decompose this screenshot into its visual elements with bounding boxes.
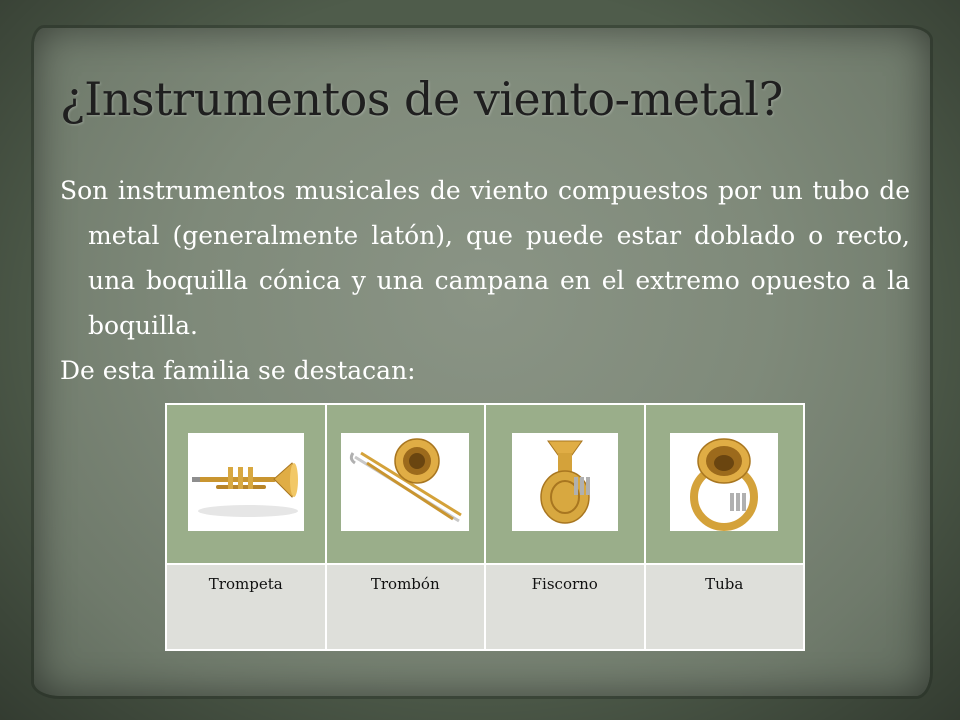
instrument-label-fiscorno: Fiscorno — [485, 564, 645, 650]
trumpet-icon — [188, 433, 304, 531]
slide-title: ¿Instrumentos de viento-metal? — [60, 72, 783, 126]
instrument-image-cell — [645, 404, 805, 564]
instrument-image-cell — [326, 404, 486, 564]
trombone-icon — [341, 433, 469, 531]
family-subheading: De esta familia se destacan: — [60, 356, 416, 385]
instrument-image-cell — [485, 404, 645, 564]
instrument-label-trombon: Trombón — [326, 564, 486, 650]
instruments-table — [165, 403, 805, 651]
slide-body — [60, 168, 910, 393]
instrument-image-cell — [166, 404, 326, 564]
instrument-images-row — [166, 404, 804, 564]
flugelhorn-icon — [512, 433, 618, 531]
tuba-icon — [670, 433, 778, 531]
instrument-label-trompeta: Trompeta — [166, 564, 326, 650]
description-paragraph: Son instrumentos musicales de viento compuestos por un tubo de metal (generalmente latón), que puede estar doblado o recto, una boquilla cónica y una campana en el extremo opuesto a la boquilla. — [60, 176, 910, 340]
instrument-labels-row — [166, 564, 804, 650]
instrument-label-tuba: Tuba — [645, 564, 805, 650]
